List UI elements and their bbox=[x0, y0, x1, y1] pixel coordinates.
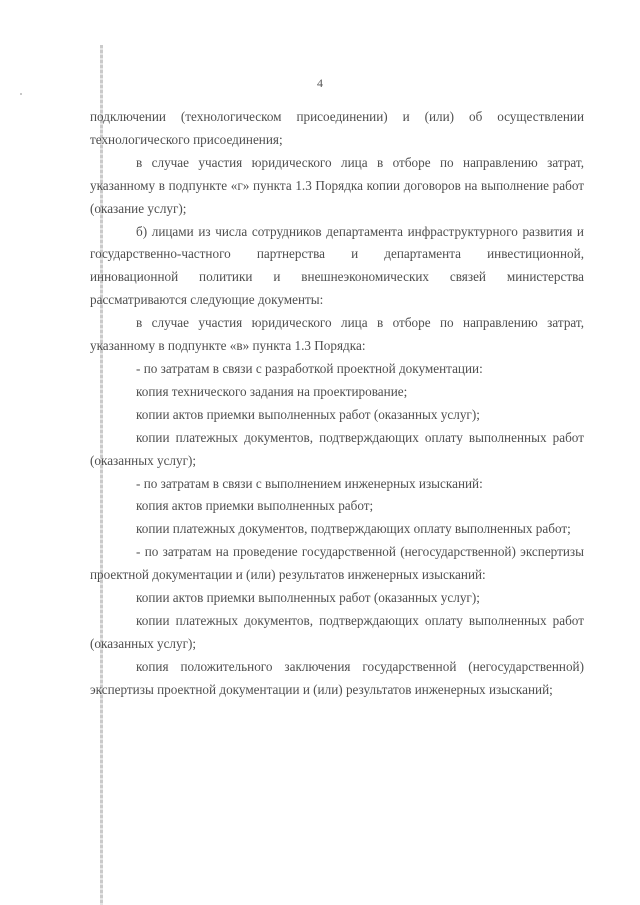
paragraph: копия технического задания на проектирование; bbox=[136, 383, 408, 399]
paragraph: б) лицами из числа сотрудников департамента инфраструктурного развития и государственно-частного партнерства и департамента инвестиционной, инновационной политики и внешнеэкономических связей министерства рассматриваются следующие документы: bbox=[90, 223, 584, 308]
paragraph: в случае участия юридического лица в отборе по направлению затрат, указанному в подпункте «г» пункта 1.3 Порядка копии договоров на выполнение работ (оказание услуг); bbox=[90, 154, 584, 216]
paragraph: копии платежных документов, подтверждающих оплату выполненных работ; bbox=[136, 521, 571, 537]
paragraph: - по затратам в связи с выполнением инженерных изысканий: bbox=[136, 475, 483, 491]
paragraph: копия актов приемки выполненных работ; bbox=[136, 498, 374, 514]
paragraph: копия положительного заключения государственной (негосударственной) экспертизы проектной документации и (или) результатов инженерных изысканий; bbox=[90, 658, 584, 697]
paragraph: подключении (технологическом присоединении) и (или) об осуществлении технологического присоединения; bbox=[90, 109, 584, 147]
paragraph: копии платежных документов, подтверждающих оплату выполненных работ (оказанных услуг); bbox=[90, 612, 584, 651]
paragraph: копии актов приемки выполненных работ (оказанных услуг); bbox=[136, 406, 480, 422]
paragraph: - по затратам на проведение государственной (негосударственной) экспертизы проектной документации и (или) результатов инженерных изысканий: bbox=[90, 544, 584, 583]
page-number: 4 bbox=[317, 76, 323, 90]
paragraph: копии актов приемки выполненных работ (оказанных услуг); bbox=[136, 590, 480, 606]
paragraph: - по затратам в связи с разработкой проектной документации: bbox=[136, 360, 483, 376]
paragraph: в случае участия юридического лица в отборе по направлению затрат, указанному в подпункте «в» пункта 1.3 Порядка: bbox=[90, 315, 584, 354]
scan-speck bbox=[20, 93, 22, 95]
paragraph: копии платежных документов, подтверждающих оплату выполненных работ (оказанных услуг); bbox=[90, 429, 584, 468]
document-body bbox=[90, 106, 584, 702]
